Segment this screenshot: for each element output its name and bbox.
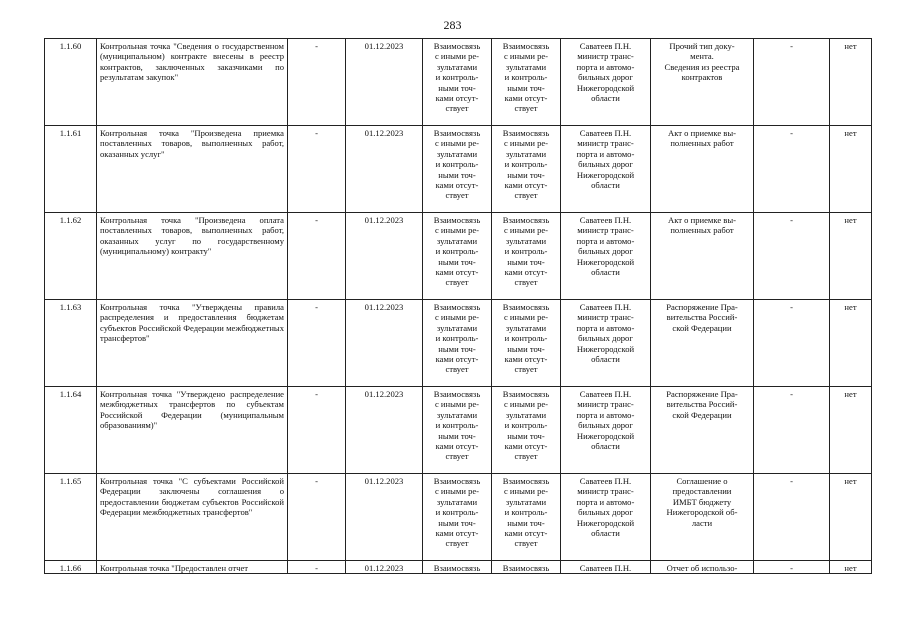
table-row <box>45 39 872 126</box>
control-points-table <box>44 38 872 574</box>
relation-cell: Взаимосвязь с иными ре- зультатами и контроль- ными точ- ками отсут- ствует <box>423 387 492 474</box>
flag-cell: нет <box>830 561 872 574</box>
responsible-cell: Саватеев П.Н. министр транс- порта и автомо- бильных дорог Нижегородской области <box>561 387 651 474</box>
table-row <box>45 213 872 300</box>
row-number: 1.1.62 <box>45 213 97 300</box>
relation-cell: Взаимосвязь <box>423 561 492 574</box>
relation-cell: Взаимосвязь с иными ре- зультатами и контроль- ными точ- ками отсут- ствует <box>492 39 561 126</box>
relation-cell: Взаимосвязь с иными ре- зультатами и контроль- ными точ- ками отсут- ствует <box>423 126 492 213</box>
responsible-cell: Саватеев П.Н. министр транс- порта и автомо- бильных дорог Нижегородской области <box>561 300 651 387</box>
row-number: 1.1.60 <box>45 39 97 126</box>
responsible-cell: Саватеев П.Н. <box>561 561 651 574</box>
flag-cell: нет <box>830 213 872 300</box>
dash-cell: - <box>754 387 830 474</box>
table-row <box>45 474 872 561</box>
date-cell: 01.12.2023 <box>346 39 423 126</box>
flag-cell: нет <box>830 39 872 126</box>
dash-cell: - <box>288 213 346 300</box>
document-type-cell: Распоряжение Пра- вительства Россий- ской Федерации <box>651 300 754 387</box>
control-point-name: Контрольная точка "С субъектами Российской Федерации заключены соглашения о предоставлении бюджетам субъектов Российской Федерации межбюджетных трансфертов" <box>97 474 288 561</box>
relation-cell: Взаимосвязь с иными ре- зультатами и контроль- ными точ- ками отсут- ствует <box>492 387 561 474</box>
document-type-cell: Акт о приемке вы- полненных работ <box>651 213 754 300</box>
control-point-name: Контрольная точка "Утверждены правила распределения и предоставления бюджетам субъектов Российской Федерации межбюджетных трансфертов" <box>97 300 288 387</box>
document-type-cell: Отчет об использо- <box>651 561 754 574</box>
control-point-name: Контрольная точка "Утверждено распределение межбюджетных трансфертов по субъектам Российской Федерации (муниципальным образованиям)" <box>97 387 288 474</box>
flag-cell: нет <box>830 300 872 387</box>
document-type-cell: Акт о приемке вы- полненных работ <box>651 126 754 213</box>
row-number: 1.1.61 <box>45 126 97 213</box>
table-row <box>45 387 872 474</box>
responsible-cell: Саватеев П.Н. министр транс- порта и автомо- бильных дорог Нижегородской области <box>561 126 651 213</box>
control-point-name: Контрольная точка "Предоставлен отчет <box>97 561 288 574</box>
dash-cell: - <box>288 39 346 126</box>
control-point-name: Контрольная точка "Сведения о государственном (муниципальном) контракте внесены в реестр контрактов, заключенных заказчиками по результатам закупок" <box>97 39 288 126</box>
relation-cell: Взаимосвязь с иными ре- зультатами и контроль- ными точ- ками отсут- ствует <box>492 300 561 387</box>
row-number: 1.1.65 <box>45 474 97 561</box>
date-cell: 01.12.2023 <box>346 213 423 300</box>
row-number: 1.1.64 <box>45 387 97 474</box>
page-number: 283 <box>443 18 462 32</box>
dash-cell: - <box>288 300 346 387</box>
relation-cell: Взаимосвязь с иными ре- зультатами и контроль- ными точ- ками отсут- ствует <box>492 213 561 300</box>
control-point-name: Контрольная точка "Произведена приемка поставленных товаров, выполненных работ, оказанных услуг" <box>97 126 288 213</box>
dash-cell: - <box>754 300 830 387</box>
relation-cell: Взаимосвязь <box>492 561 561 574</box>
table-row <box>45 561 872 574</box>
date-cell: 01.12.2023 <box>346 474 423 561</box>
relation-cell: Взаимосвязь с иными ре- зультатами и контроль- ными точ- ками отсут- ствует <box>423 300 492 387</box>
relation-cell: Взаимосвязь с иными ре- зультатами и контроль- ными точ- ками отсут- ствует <box>423 474 492 561</box>
date-cell: 01.12.2023 <box>346 126 423 213</box>
relation-cell: Взаимосвязь с иными ре- зультатами и контроль- ными точ- ками отсут- ствует <box>492 126 561 213</box>
responsible-cell: Саватеев П.Н. министр транс- порта и автомо- бильных дорог Нижегородской области <box>561 474 651 561</box>
row-number: 1.1.63 <box>45 300 97 387</box>
dash-cell: - <box>754 213 830 300</box>
dash-cell: - <box>288 126 346 213</box>
document-type-cell: Распоряжение Пра- вительства Россий- ской Федерации <box>651 387 754 474</box>
dash-cell: - <box>754 126 830 213</box>
dash-cell: - <box>288 561 346 574</box>
document-type-cell: Прочий тип доку- мента. Сведения из реестра контрактов <box>651 39 754 126</box>
document-type-cell: Соглашение о предоставлении ИМБТ бюджету Нижегородской об- ласти <box>651 474 754 561</box>
date-cell: 01.12.2023 <box>346 387 423 474</box>
row-number: 1.1.66 <box>45 561 97 574</box>
table-row <box>45 126 872 213</box>
responsible-cell: Саватеев П.Н. министр транс- порта и автомо- бильных дорог Нижегородской области <box>561 213 651 300</box>
control-point-name: Контрольная точка "Произведена оплата поставленных товаров, выполненных работ, оказанных услуг по государственному (муниципальному) контракту" <box>97 213 288 300</box>
dash-cell: - <box>754 474 830 561</box>
flag-cell: нет <box>830 387 872 474</box>
flag-cell: нет <box>830 474 872 561</box>
dash-cell: - <box>288 387 346 474</box>
relation-cell: Взаимосвязь с иными ре- зультатами и контроль- ными точ- ками отсут- ствует <box>492 474 561 561</box>
responsible-cell: Саватеев П.Н. министр транс- порта и автомо- бильных дорог Нижегородской области <box>561 39 651 126</box>
date-cell: 01.12.2023 <box>346 300 423 387</box>
relation-cell: Взаимосвязь с иными ре- зультатами и контроль- ными точ- ками отсут- ствует <box>423 213 492 300</box>
dash-cell: - <box>754 39 830 126</box>
date-cell: 01.12.2023 <box>346 561 423 574</box>
relation-cell: Взаимосвязь с иными ре- зультатами и контроль- ными точ- ками отсут- ствует <box>423 39 492 126</box>
dash-cell: - <box>288 474 346 561</box>
table-row <box>45 300 872 387</box>
flag-cell: нет <box>830 126 872 213</box>
dash-cell: - <box>754 561 830 574</box>
